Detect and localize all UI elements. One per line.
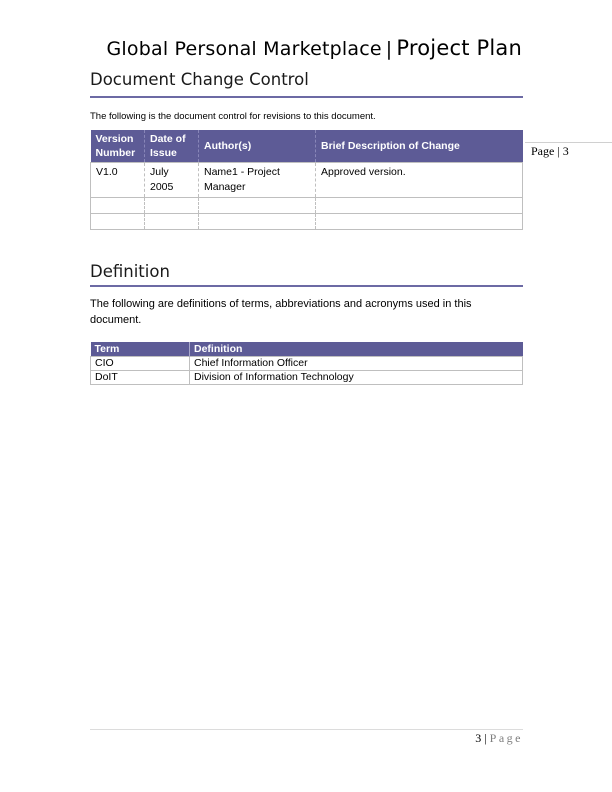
footer-divider — [90, 729, 523, 730]
footer-page-number: 3 — [475, 731, 482, 745]
table-cell — [199, 214, 316, 230]
column-header-definition: Definition — [190, 342, 523, 357]
column-header-authors: Author(s) — [199, 130, 316, 163]
side-page-separator: | — [557, 144, 560, 158]
definition-intro: The following are definitions of terms, abbreviations and acronyms used in this document. — [90, 298, 472, 326]
side-page-indicator — [525, 142, 612, 160]
table-row — [91, 357, 523, 371]
table-cell — [91, 214, 145, 230]
table-cell: Division of Information Technology — [190, 371, 523, 385]
table-cell — [91, 198, 145, 214]
table-cell — [145, 214, 199, 230]
side-page-number: 3 — [562, 144, 569, 158]
definition-table — [90, 342, 523, 385]
header-separator: | — [385, 38, 393, 60]
table-cell: Name1 - Project Manager — [199, 163, 316, 198]
column-header-version: Version Number — [91, 130, 145, 163]
definition-heading: Definition — [90, 262, 170, 281]
column-header-term: Term — [91, 342, 190, 357]
table-cell: Approved version. — [316, 163, 523, 198]
table-row — [91, 371, 523, 385]
table-row — [91, 163, 523, 198]
table-cell: Chief Information Officer — [190, 357, 523, 371]
footer-separator: | — [484, 731, 487, 745]
table-cell: V1.0 — [91, 163, 145, 198]
change-control-heading: Document Change Control — [90, 70, 309, 89]
table-cell — [199, 198, 316, 214]
change-control-rule — [90, 96, 523, 98]
table-cell: DoIT — [91, 371, 190, 385]
table-cell — [145, 198, 199, 214]
table-cell — [316, 198, 523, 214]
side-page-label: Page — [531, 144, 555, 158]
document-type: Project Plan — [396, 36, 522, 60]
definition-rule — [90, 285, 523, 287]
document-header — [106, 36, 522, 60]
table-row — [91, 198, 523, 214]
table-cell — [316, 214, 523, 230]
table-header-row — [91, 342, 523, 357]
table-row — [91, 214, 523, 230]
footer-page-word: Page — [489, 731, 523, 745]
column-header-description: Brief Description of Change — [316, 130, 523, 163]
page-footer — [475, 731, 523, 746]
table-cell: CIO — [91, 357, 190, 371]
change-control-table — [90, 130, 523, 230]
project-name: Global Personal Marketplace — [106, 38, 382, 60]
column-header-date: Date of Issue — [145, 130, 199, 163]
table-cell: July 2005 — [145, 163, 199, 198]
table-header-row — [91, 130, 523, 163]
change-control-intro: The following is the document control for revisions to this document. — [90, 111, 376, 122]
